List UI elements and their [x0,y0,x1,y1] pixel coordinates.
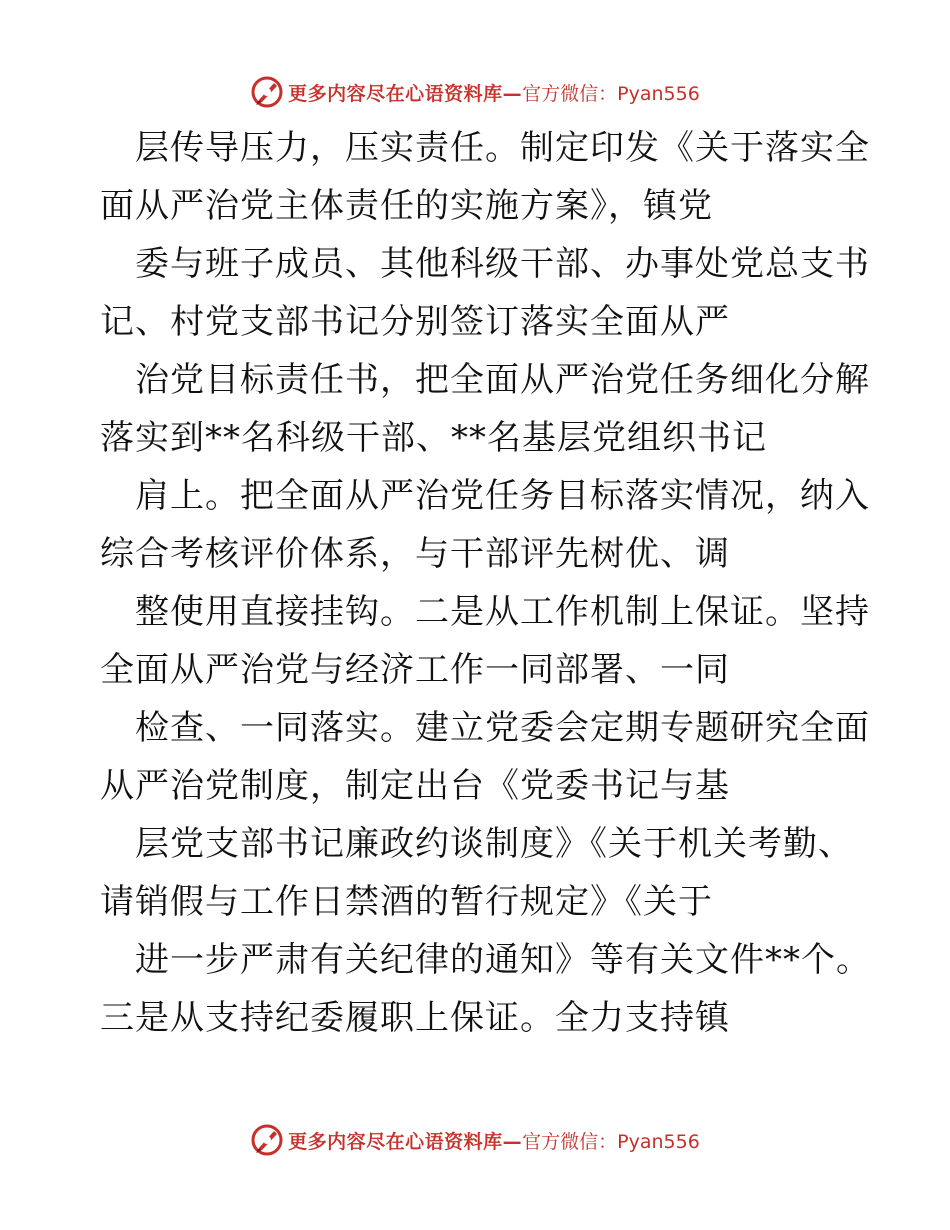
text-line: 肩上。把全面从严治党任务目标落实情况，纳入 [135,476,870,516]
text-line: 从严治党制度，制定出台《党委书记与基 [100,766,730,806]
text-line: 检查、一同落实。建立党委会定期专题研究全面 [135,708,870,748]
quill-pen-logo-icon [250,75,284,109]
text-line: 面从严治党主体责任的实施方案》，镇党 [100,186,713,226]
watermark-site-text: 更多内容尽在心语资料库— [288,82,523,105]
text-line: 层党支部书记廉政约谈制度》《关于机关考勤、 [135,824,853,864]
watermark-wechat-text: 官方微信：Pyan556 [522,82,700,105]
text-line: 委与班子成员、其他科级干部、办事处党总支书 [135,244,870,284]
text-line: 落实到**名科级干部、**名基层党组织书记 [100,418,767,458]
footer-watermark [0,1120,950,1160]
text-line: 进一步严肃有关纪律的通知》等有关文件**个。 [135,940,871,980]
text-line: 请销假与工作日禁酒的暂行规定》《关于 [100,882,713,922]
quill-pen-logo-icon [250,1123,284,1157]
text-line: 层传导压力，压实责任。制定印发《关于落实全 [135,128,870,168]
text-line: 综合考核评价体系，与干部评先树优、调 [100,534,730,574]
watermark-site-text: 更多内容尽在心语资料库— [288,1130,523,1153]
text-line: 全面从严治党与经济工作一同部署、一同 [100,650,730,690]
header-watermark [0,72,950,112]
watermark-wechat-text: 官方微信：Pyan556 [522,1130,700,1153]
text-line: 治党目标责任书，把全面从严治党任务细化分解 [135,360,870,400]
text-line: 整使用直接挂钩。二是从工作机制上保证。坚持 [135,592,870,632]
text-line: 记、村党支部书记分别签订落实全面从严 [100,302,730,342]
text-line: 三是从支持纪委履职上保证。全力支持镇 [100,998,730,1038]
